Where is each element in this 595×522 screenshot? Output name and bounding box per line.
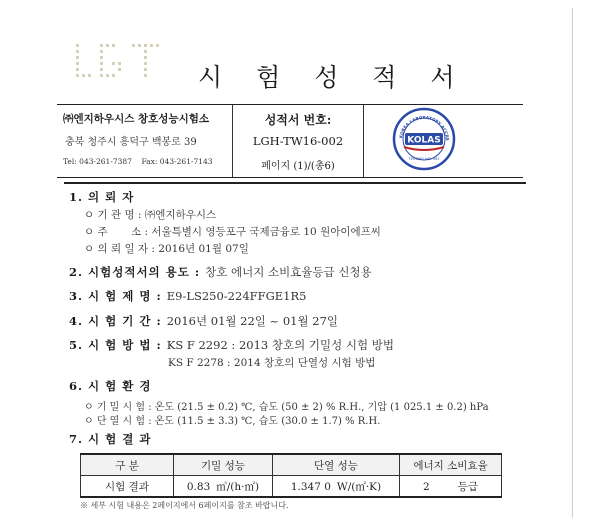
- results-grade-cell: [400, 476, 502, 498]
- client-date-label: ㅇ 의 뢰 일 자 :: [84, 243, 155, 255]
- client-org-value: ㈜엔지하우시스: [144, 209, 217, 221]
- kolas-ring-text: KOREA LABORATORY ACCRE: [398, 114, 451, 141]
- period-heading: 4. 시 험 기 간 :: [69, 314, 162, 328]
- environment-heading: 6. 시 험 환 경: [69, 379, 152, 393]
- method-line-2: KS F 2278 : 2014 창호의 단열성 시험 방법: [168, 357, 376, 369]
- section-divider: [64, 182, 526, 184]
- kolas-seal-icon: [392, 107, 456, 171]
- kolas-testing-no: TESTING NO. 392: [408, 157, 440, 161]
- certificate-number: LGH-TW16-002: [252, 134, 344, 148]
- environment-airtight-row: [84, 398, 489, 413]
- method-heading: 5. 시 험 방 법 :: [69, 338, 162, 352]
- results-airtight-cell: [174, 476, 273, 498]
- lghausys-logo-icon: [74, 38, 166, 84]
- results-col-airtight: 기밀 성능: [174, 454, 273, 476]
- results-col-category: 구 분: [81, 454, 174, 476]
- results-col-efficiency: 에너지 소비효율: [400, 454, 502, 476]
- environment-airtight-label: ㅇ 기 밀 시 험 :: [84, 402, 152, 413]
- method-row: [69, 337, 394, 353]
- grade-value: 2: [423, 480, 430, 493]
- results-table: [80, 453, 502, 498]
- results-col-insulation: 단열 성능: [273, 454, 400, 476]
- purpose-value: 창호 에너지 소비효율등급 신청용: [205, 265, 372, 279]
- kolas-text: KOLAS: [407, 135, 441, 146]
- period-value: 2016년 01월 22일 ~ 01월 27일: [166, 314, 338, 328]
- page-edge-line: [572, 8, 573, 518]
- page-indicator: 페이지 (1)/(총6): [261, 161, 335, 172]
- client-date-row: [84, 241, 249, 256]
- purpose-heading: 2. 시험성적서의 용도 :: [69, 265, 201, 279]
- method-line-1: KS F 2292 : 2013 창호의 기밀성 시험 방법: [166, 338, 394, 352]
- results-header-row: [81, 454, 502, 476]
- issuer-contact: Tel: 043-261-7387 Fax: 043-261-7143: [63, 157, 213, 166]
- results-data-row: [81, 476, 502, 498]
- results-heading: 7. 시 험 결 과: [69, 432, 152, 446]
- results-insulation-cell: [273, 476, 400, 498]
- purpose-row: [69, 264, 372, 280]
- certificate-number-label: 성적서 번호:: [264, 113, 332, 127]
- client-org-label: ㅇ 기 관 명 :: [84, 209, 142, 221]
- period-row: [69, 313, 338, 329]
- issuer-address: 충북 청주시 흥덕구 백봉로 39: [65, 137, 197, 148]
- item-row: [69, 288, 306, 304]
- client-address-row: [84, 224, 381, 239]
- client-heading: 1. 의 뢰 자: [69, 190, 135, 204]
- environment-insulation-row: [84, 412, 380, 427]
- item-value: E9-LS250-224FFGE1R5: [166, 289, 307, 303]
- client-address-value: 서울특별시 영등포구 국제금융로 10 원아이에프씨: [151, 226, 381, 238]
- certificate-info: [233, 105, 364, 177]
- item-heading: 3. 시 험 제 명 :: [69, 289, 162, 303]
- issuer-info: [57, 105, 233, 177]
- environment-insulation-value: 온도 (11.5 ± 3.3) ℃, 습도 (30.0 ± 1.7) % R.H.: [154, 416, 381, 427]
- insulation-value: 1.347 0: [290, 480, 331, 493]
- airtight-value: 0.83: [186, 480, 211, 493]
- results-row-label: 시험 결과: [81, 476, 174, 498]
- client-address-label: ㅇ 주 소 :: [84, 226, 149, 238]
- footnote: ※ 세부 시험 내용은 2페이지에서 6페이지를 참조 바랍니다.: [80, 501, 289, 510]
- environment-airtight-value: 온도 (21.5 ± 0.2) ℃, 습도 (50 ± 2) % R.H., 기압 (1 025.1 ± 0.2) hPa: [154, 402, 489, 413]
- client-org-row: [84, 207, 216, 222]
- document-title: 시 험 성 적 서: [198, 63, 468, 92]
- insulation-unit: W/(㎡·K): [336, 480, 382, 493]
- issuer-name: ㈜엔지하우시스 창호성능시험소: [63, 113, 210, 125]
- grade-unit: 등급: [457, 480, 478, 493]
- environment-insulation-label: ㅇ 단 열 시 험 :: [84, 416, 152, 427]
- client-date-value: 2016년 01월 07일: [158, 243, 249, 255]
- airtight-unit: ㎥/(h·㎡): [216, 480, 260, 493]
